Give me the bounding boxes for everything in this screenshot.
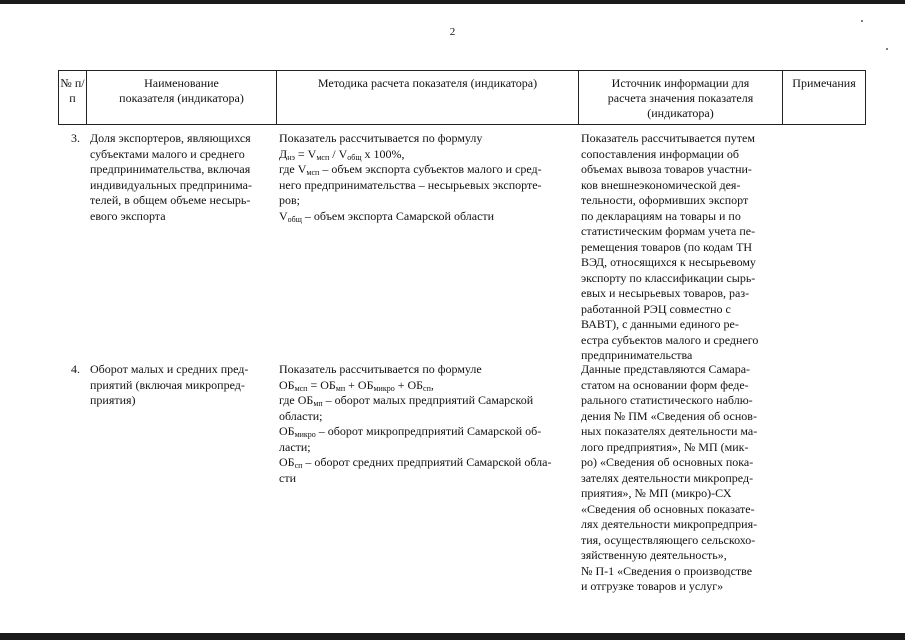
method-definition: где $ОБ_{мп}$ – оборот малых предприятий Самарской <box>279 393 534 408</box>
source-line: зателях деятельности микропред- <box>581 470 754 485</box>
source-line: ВАВТ), с данными единого ре- <box>581 317 739 331</box>
method-definition: $ОБ_{сп}$ – оборот средних предприятий Самарской обла- <box>279 455 552 470</box>
source-line: евых и несырьевых товаров, раз- <box>581 286 750 300</box>
source-line: зяйственную деятельность», <box>581 548 727 562</box>
source-line: статом на основании форм феде- <box>581 377 749 392</box>
source-line: Показатель рассчитывается путем <box>581 131 755 145</box>
source-line: ремещения товаров (по кодам ТН <box>581 239 753 254</box>
source-line: ВЭД, относящихся к несырьевому <box>581 255 756 269</box>
table-row <box>58 131 866 364</box>
indicator-name <box>86 131 276 364</box>
source-line: лях деятельности микропредприя- <box>581 517 758 531</box>
source-line: статистическим формам учета пе- <box>581 224 756 238</box>
name-line: приятий (включая микропред- <box>90 377 245 392</box>
source-line: естра субъектов малого и среднего <box>581 332 759 347</box>
source-line: № П-1 «Сведения о производстве <box>581 563 753 578</box>
method-definition: него предпринимательства – несырьевых экспорте- <box>279 177 542 192</box>
scan-edge-bottom <box>0 633 905 640</box>
method-definition: сти <box>279 470 296 485</box>
table-header <box>58 70 866 125</box>
source-line: рального статистического наблю- <box>581 393 753 407</box>
method-definition: ров; <box>279 193 300 207</box>
source-line: лого предприятия», № МП (мик- <box>581 439 749 454</box>
table-row <box>58 362 866 595</box>
source-line: объемах вывоза товаров участни- <box>581 162 752 176</box>
method-definition: области; <box>279 408 323 423</box>
scan-speck <box>886 48 888 50</box>
source-line: «Сведения об основных показате- <box>581 501 755 516</box>
source-line: ков внешнеэкономической дея- <box>581 177 741 192</box>
source-line: приятия», № МП (микро)-СХ <box>581 486 732 500</box>
source-line: сопоставления информации об <box>581 146 739 161</box>
method-definition: $ОБ_{микро}$ – оборот микропредприятий Самарской об- <box>279 424 542 439</box>
source-line: тия, осуществляющего сельскохо- <box>581 532 756 547</box>
name-line: телей, в общем объеме несырь- <box>90 193 251 207</box>
method-formula: $ОБ_{мсп} = ОБ_{мп} + ОБ_{микро} + ОБ_{сп}$, <box>279 377 434 393</box>
name-line: индивидуальных предпринима- <box>90 177 252 192</box>
header-notes: Примечания <box>792 76 856 90</box>
header-method: Методика расчета показателя (индикатора) <box>277 71 579 124</box>
name-line: предпринимательства, включая <box>90 162 251 176</box>
source-line: экспорту по классификации сырь- <box>581 270 756 285</box>
source-line: ных показателях деятельности ма- <box>581 424 758 438</box>
method-intro: Показатель рассчитывается по формулу <box>279 131 483 145</box>
calculation-method <box>276 362 578 595</box>
method-definition: где $V_{мсп}$ – объем экспорта субъектов малого и сред- <box>279 162 542 177</box>
notes-cell <box>782 131 866 364</box>
method-definition: $V_{общ}$ – объем экспорта Самарской области <box>279 208 495 224</box>
scan-speck <box>861 20 863 22</box>
information-source <box>578 362 782 595</box>
header-source: Источник информации для расчета значения показателя (индикатора) <box>579 71 783 124</box>
name-line: субъектами малого и среднего <box>90 146 245 161</box>
source-line: ро) «Сведения об основных пока- <box>581 455 754 469</box>
method-definition: ласти; <box>279 439 311 454</box>
calculation-method <box>276 131 578 364</box>
header-indicator-name: Наименование показателя (индикатора) <box>87 71 277 124</box>
row-number: 4. <box>71 362 80 376</box>
row-number: 3. <box>71 131 80 145</box>
name-line: приятия) <box>90 393 136 407</box>
method-formula: $Д_{нэ} = V_{мсп} / V_{общ}$ x 100%, <box>279 146 405 162</box>
source-line: дения № ПМ «Сведения об основ- <box>581 408 757 423</box>
source-line: тельности, оформивших экспорт <box>581 193 749 207</box>
header-number: № п/п <box>59 71 87 124</box>
name-line: Доля экспортеров, являющихся <box>90 131 251 145</box>
method-intro: Показатель рассчитывается по формуле <box>279 362 482 376</box>
source-line: работанной РЭЦ совместно с <box>581 301 731 316</box>
name-line: евого экспорта <box>90 208 166 223</box>
source-line: предпринимательства <box>581 348 693 362</box>
scan-edge-top <box>0 0 905 4</box>
source-line: Данные представляются Самара- <box>581 362 751 376</box>
source-line: по декларациям на товары и по <box>581 208 741 223</box>
name-line: Оборот малых и средних пред- <box>90 362 249 376</box>
page-number: 2 <box>449 26 456 38</box>
indicator-name <box>86 362 276 595</box>
source-line: и отгрузке товаров и услуг» <box>581 579 724 593</box>
notes-cell <box>782 362 866 595</box>
information-source <box>578 131 782 364</box>
